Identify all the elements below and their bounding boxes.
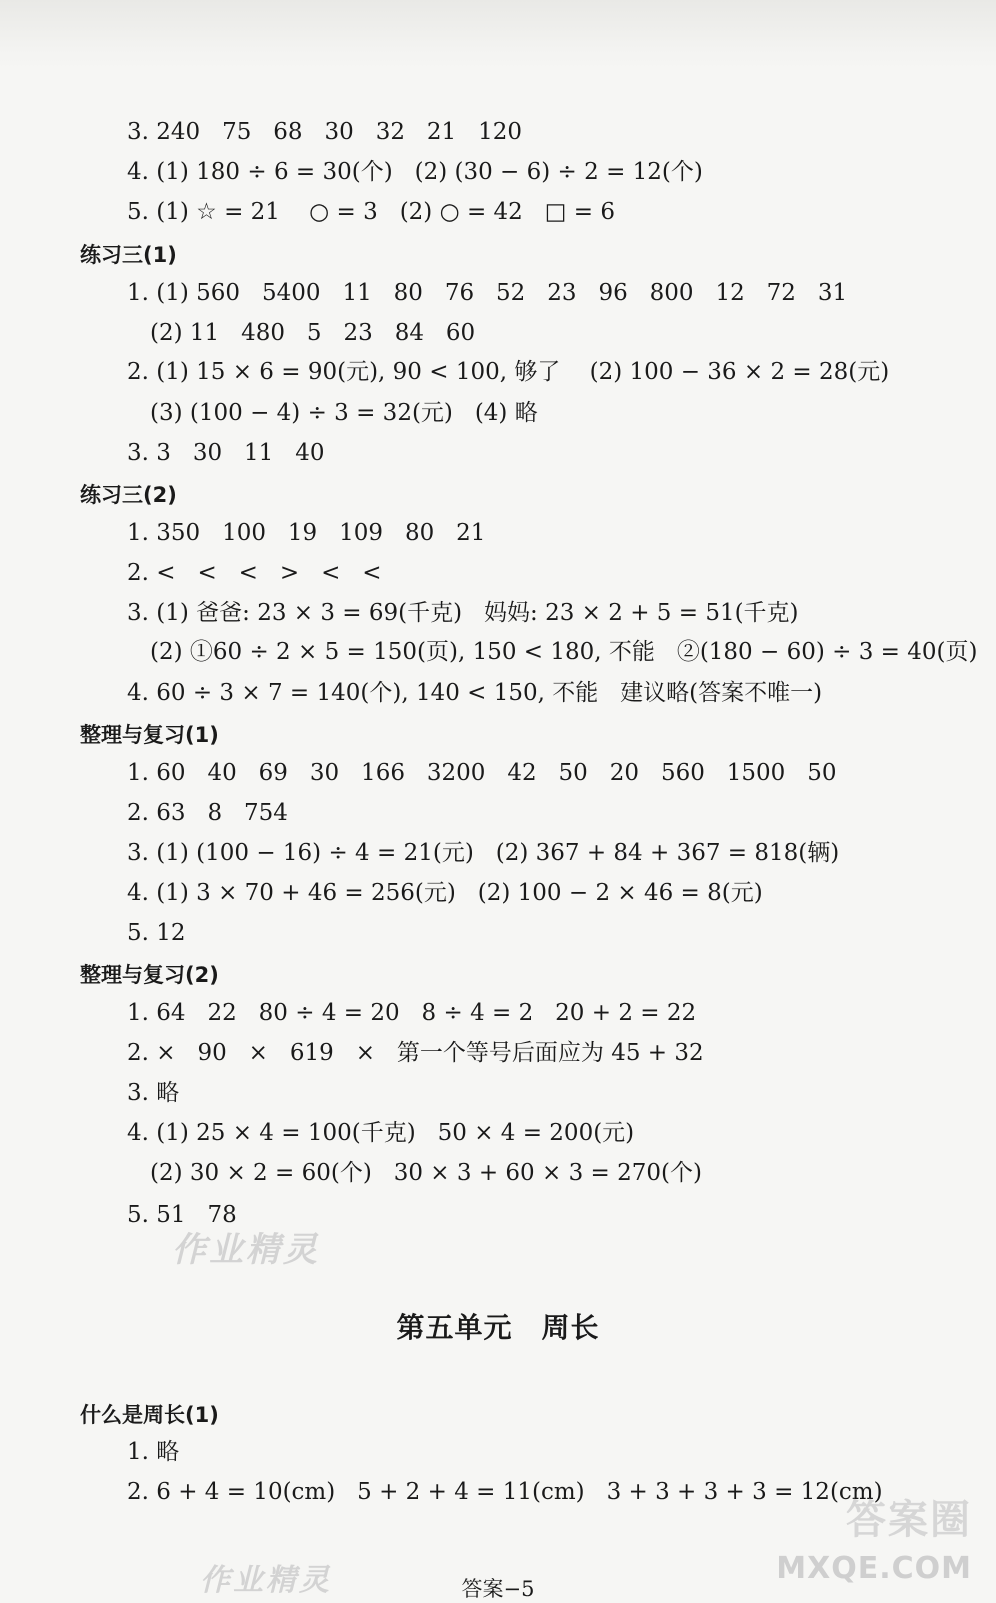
section-heading: 什么是周长(1) xyxy=(80,1403,219,1427)
section-heading: 练习三(1) xyxy=(80,243,177,267)
answer-line: 2. × 90 × 619 × 第一个等号后面应为 45 + 32 xyxy=(127,1040,704,1066)
answer-line: 5. (1) ☆ = 21 ○ = 3 (2) ○ = 42 □ = 6 xyxy=(127,199,616,225)
answer-line: (2) 30 × 2 = 60(个) 30 × 3 + 60 × 3 = 270(个) xyxy=(150,1160,702,1186)
answer-line: (2) 11 480 5 23 84 60 xyxy=(150,320,476,346)
answer-line: 1. (1) 560 5400 11 80 76 52 23 96 800 12 72 31 xyxy=(127,280,848,306)
section-heading: 练习三(2) xyxy=(80,483,177,507)
page-number: 答案−5 xyxy=(461,1577,535,1601)
unit-title: 第五单元 周长 xyxy=(396,1311,600,1344)
scan-header-shade xyxy=(0,0,996,70)
answer-line: 3. 240 75 68 30 32 21 120 xyxy=(127,119,522,145)
section-heading: 整理与复习(1) xyxy=(80,723,219,747)
answer-line: 3. 3 30 11 40 xyxy=(127,440,325,466)
answer-line: 2. < < < > < < xyxy=(127,560,382,586)
answer-line: 1. 略 xyxy=(127,1439,180,1465)
site-watermark-logo xyxy=(768,1488,978,1588)
watermark-text: 作业精灵 xyxy=(200,1563,332,1598)
section-heading: 整理与复习(2) xyxy=(80,963,219,987)
answer-line: 1. 60 40 69 30 166 3200 42 50 20 560 1500 50 xyxy=(127,760,837,786)
answer-line: (2) ①60 ÷ 2 × 5 = 150(页), 150 < 180, 不能 ②(180 − 60) ÷ 3 = 40(页) xyxy=(150,639,978,665)
answer-line: 4. 60 ÷ 3 × 7 = 140(个), 140 < 150, 不能 建议略(答案不唯一) xyxy=(127,680,823,706)
answer-line: 2. 63 8 754 xyxy=(127,800,288,826)
logo-site: MXQE.COM xyxy=(776,1551,972,1586)
watermark-text: 作业精灵 xyxy=(172,1230,320,1270)
answer-line: 3. (1) (100 − 16) ÷ 4 = 21(元) (2) 367 + 84 + 367 = 818(辆) xyxy=(127,840,840,866)
logo-badge: 答案圈 xyxy=(846,1497,972,1543)
answer-line: 2. 6 + 4 = 10(cm) 5 + 2 + 4 = 11(cm) 3 + 3 + 3 + 3 = 12(cm) xyxy=(127,1479,883,1505)
answer-line: 4. (1) 25 × 4 = 100(千克) 50 × 4 = 200(元) xyxy=(127,1120,635,1146)
answer-line: 3. 略 xyxy=(127,1080,180,1106)
answer-line: 5. 51 78 xyxy=(127,1202,237,1228)
answer-line: 5. 12 xyxy=(127,920,186,946)
answer-line: (3) (100 − 4) ÷ 3 = 32(元) (4) 略 xyxy=(150,400,538,426)
answer-line: 4. (1) 3 × 70 + 46 = 256(元) (2) 100 − 2 × 46 = 8(元) xyxy=(127,880,763,906)
answer-line: 4. (1) 180 ÷ 6 = 30(个) (2) (30 − 6) ÷ 2 = 12(个) xyxy=(127,159,703,185)
answer-line: 2. (1) 15 × 6 = 90(元), 90 < 100, 够了 (2) 100 − 36 × 2 = 28(元) xyxy=(127,359,890,385)
answer-line: 3. (1) 爸爸: 23 × 3 = 69(千克) 妈妈: 23 × 2 + 5 = 51(千克) xyxy=(127,600,799,626)
answer-line: 1. 64 22 80 ÷ 4 = 20 8 ÷ 4 = 2 20 + 2 = 22 xyxy=(127,1000,697,1026)
answer-line: 1. 350 100 19 109 80 21 xyxy=(127,520,486,546)
